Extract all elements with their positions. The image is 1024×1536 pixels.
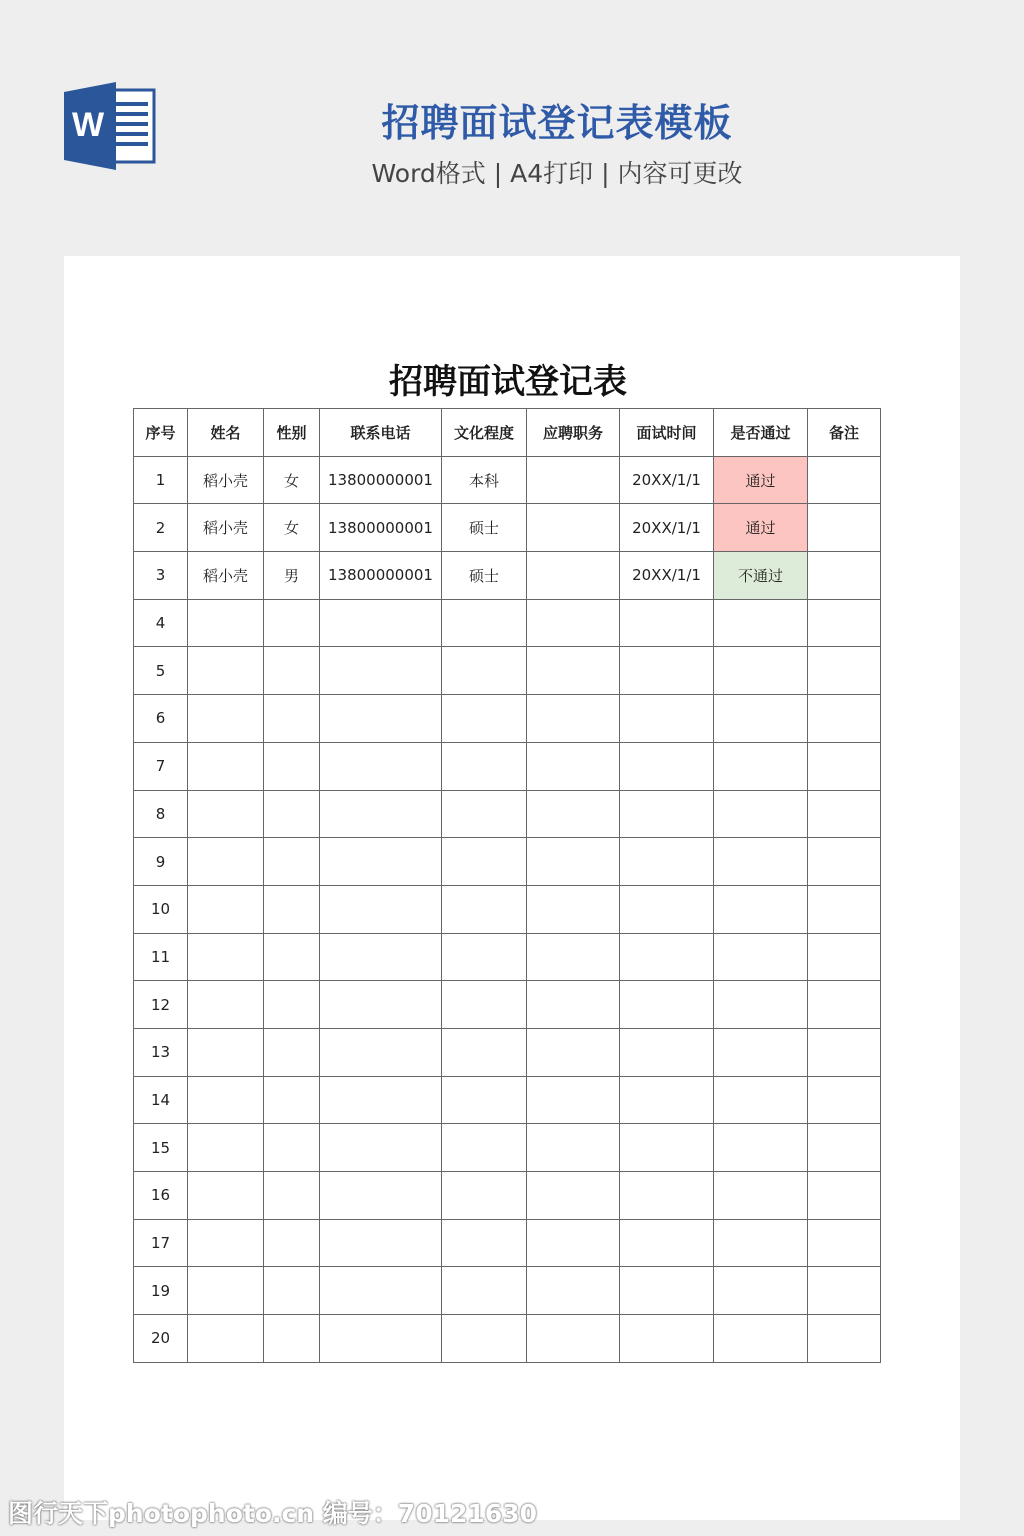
table-cell-col-gender[interactable]: 女: [264, 456, 320, 504]
table-cell-col-position[interactable]: [527, 933, 620, 981]
table-cell-col-gender[interactable]: [264, 695, 320, 743]
table-cell-col-index[interactable]: 1: [134, 456, 188, 504]
table-cell-col-gender[interactable]: [264, 1219, 320, 1267]
table-cell-col-remark[interactable]: [808, 647, 881, 695]
table-cell-col-phone[interactable]: 13800000001: [320, 504, 442, 552]
table-cell-col-result[interactable]: [714, 838, 808, 886]
table-cell-col-remark[interactable]: [808, 885, 881, 933]
table-cell-col-result[interactable]: [714, 742, 808, 790]
table-row: [134, 695, 881, 743]
table-cell-col-interview-time[interactable]: [620, 1267, 714, 1315]
table-row: [134, 456, 881, 504]
table-cell-col-interview-time[interactable]: 20XX/1/1: [620, 456, 714, 504]
table-cell-col-phone[interactable]: [320, 647, 442, 695]
table-cell-col-interview-time[interactable]: [620, 1076, 714, 1124]
table-cell-col-index[interactable]: 10: [134, 885, 188, 933]
table-row: [134, 1219, 881, 1267]
table-cell-col-education[interactable]: [442, 1219, 527, 1267]
table-header-row: [134, 409, 881, 457]
table-cell-col-gender[interactable]: [264, 1267, 320, 1315]
table-cell-col-index[interactable]: 9: [134, 838, 188, 886]
table-row: [134, 599, 881, 647]
table-cell-col-position[interactable]: [527, 695, 620, 743]
table-cell-col-index[interactable]: 5: [134, 647, 188, 695]
table-cell-col-result[interactable]: [714, 790, 808, 838]
table-cell-col-remark[interactable]: [808, 456, 881, 504]
table-cell-col-name[interactable]: [188, 885, 264, 933]
table-cell-col-gender[interactable]: [264, 742, 320, 790]
table-cell-col-interview-time[interactable]: [620, 695, 714, 743]
table-cell-col-remark[interactable]: [808, 552, 881, 600]
table-cell-col-index[interactable]: 4: [134, 599, 188, 647]
table-cell-col-position[interactable]: [527, 790, 620, 838]
table-cell-col-education[interactable]: [442, 981, 527, 1029]
table-cell-col-result[interactable]: 不通过: [714, 552, 808, 600]
table-cell-col-education[interactable]: [442, 885, 527, 933]
table-cell-col-remark[interactable]: [808, 1028, 881, 1076]
table-cell-col-index[interactable]: 20: [134, 1315, 188, 1363]
table-cell-col-result[interactable]: [714, 981, 808, 1029]
table-cell-col-phone[interactable]: [320, 742, 442, 790]
table-cell-col-gender[interactable]: [264, 885, 320, 933]
table-cell-col-index[interactable]: 16: [134, 1172, 188, 1220]
table-cell-col-phone[interactable]: [320, 1028, 442, 1076]
table-cell-col-position[interactable]: [527, 838, 620, 886]
table-row: [134, 1028, 881, 1076]
table-cell-col-name[interactable]: [188, 1076, 264, 1124]
table-row: [134, 742, 881, 790]
table-cell-col-education[interactable]: [442, 1315, 527, 1363]
table-cell-col-interview-time[interactable]: [620, 933, 714, 981]
table-cell-col-phone[interactable]: [320, 1267, 442, 1315]
table-cell-col-remark[interactable]: [808, 1172, 881, 1220]
table-cell-col-name[interactable]: [188, 1219, 264, 1267]
table-cell-col-interview-time[interactable]: [620, 1219, 714, 1267]
column-header-col-education: 文化程度: [442, 409, 527, 457]
table-cell-col-phone[interactable]: 13800000001: [320, 456, 442, 504]
table-cell-col-phone[interactable]: [320, 933, 442, 981]
table-cell-col-result[interactable]: [714, 1219, 808, 1267]
table-cell-col-position[interactable]: [527, 1315, 620, 1363]
table-cell-col-name[interactable]: 稻小壳: [188, 504, 264, 552]
table-cell-col-position[interactable]: [527, 1124, 620, 1172]
table-cell-col-result[interactable]: [714, 695, 808, 743]
table-cell-col-name[interactable]: [188, 981, 264, 1029]
table-cell-col-position[interactable]: [527, 504, 620, 552]
table-cell-col-position[interactable]: [527, 599, 620, 647]
table-cell-col-education[interactable]: [442, 1028, 527, 1076]
table-cell-col-index[interactable]: 12: [134, 981, 188, 1029]
table-cell-col-index[interactable]: 13: [134, 1028, 188, 1076]
table-cell-col-education[interactable]: [442, 647, 527, 695]
table-cell-col-education[interactable]: [442, 695, 527, 743]
table-cell-col-interview-time[interactable]: [620, 885, 714, 933]
table-cell-col-position[interactable]: [527, 981, 620, 1029]
table-cell-col-phone[interactable]: [320, 838, 442, 886]
watermark-text: 图行天下photophoto.cn 编号：70121630: [8, 1499, 537, 1528]
table-cell-col-result[interactable]: [714, 1076, 808, 1124]
table-cell-col-name[interactable]: [188, 742, 264, 790]
table-cell-col-phone[interactable]: [320, 790, 442, 838]
table-cell-col-gender[interactable]: [264, 981, 320, 1029]
table-cell-col-name[interactable]: [188, 1124, 264, 1172]
table-cell-col-education[interactable]: [442, 599, 527, 647]
table-cell-col-interview-time[interactable]: [620, 647, 714, 695]
table-cell-col-interview-time[interactable]: [620, 838, 714, 886]
table-row: [134, 885, 881, 933]
table-cell-col-remark[interactable]: [808, 1267, 881, 1315]
table-cell-col-name[interactable]: [188, 933, 264, 981]
table-cell-col-name[interactable]: [188, 599, 264, 647]
table-cell-col-index[interactable]: 8: [134, 790, 188, 838]
document-title: 招聘面试登记表: [389, 362, 627, 402]
table-cell-col-remark[interactable]: [808, 981, 881, 1029]
table-row: [134, 1076, 881, 1124]
table-cell-col-index[interactable]: 15: [134, 1124, 188, 1172]
table-cell-col-name[interactable]: 稻小壳: [188, 552, 264, 600]
table-cell-col-education[interactable]: [442, 742, 527, 790]
table-cell-col-index[interactable]: 2: [134, 504, 188, 552]
table-cell-col-phone[interactable]: [320, 1172, 442, 1220]
table-cell-col-position[interactable]: [527, 1267, 620, 1315]
table-cell-col-name[interactable]: [188, 1028, 264, 1076]
table-cell-col-gender[interactable]: [264, 1124, 320, 1172]
table-row: [134, 1267, 881, 1315]
table-cell-col-result[interactable]: [714, 647, 808, 695]
table-cell-col-position[interactable]: [527, 456, 620, 504]
table-cell-col-gender[interactable]: [264, 838, 320, 886]
interview-register-table: [133, 408, 881, 1363]
table-row: [134, 838, 881, 886]
table-cell-col-phone[interactable]: [320, 1219, 442, 1267]
table-cell-col-gender[interactable]: [264, 790, 320, 838]
table-cell-col-interview-time[interactable]: [620, 742, 714, 790]
column-header-col-remark: 备注: [808, 409, 881, 457]
page-title: 招聘面试登记表模板: [381, 101, 733, 145]
table-cell-col-index[interactable]: 3: [134, 552, 188, 600]
table-cell-col-education[interactable]: [442, 790, 527, 838]
table-cell-col-education[interactable]: [442, 1267, 527, 1315]
table-row: [134, 504, 881, 552]
table-cell-col-remark[interactable]: [808, 933, 881, 981]
table-cell-col-result[interactable]: [714, 1124, 808, 1172]
table-cell-col-remark[interactable]: [808, 599, 881, 647]
table-cell-col-remark[interactable]: [808, 504, 881, 552]
document-page: [64, 256, 960, 1520]
table-cell-col-index[interactable]: 11: [134, 933, 188, 981]
table-cell-col-result[interactable]: [714, 1267, 808, 1315]
table-cell-col-education[interactable]: [442, 838, 527, 886]
table-cell-col-result[interactable]: [714, 599, 808, 647]
table-cell-col-index[interactable]: 6: [134, 695, 188, 743]
table-cell-col-name[interactable]: [188, 1172, 264, 1220]
table-cell-col-remark[interactable]: [808, 838, 881, 886]
column-header-col-phone: 联系电话: [320, 409, 442, 457]
table-row: [134, 1315, 881, 1363]
table-cell-col-interview-time[interactable]: [620, 599, 714, 647]
table-cell-col-education[interactable]: [442, 933, 527, 981]
table-cell-col-gender[interactable]: [264, 933, 320, 981]
table-cell-col-remark[interactable]: [808, 1315, 881, 1363]
table-cell-col-position[interactable]: [527, 885, 620, 933]
table-row: [134, 981, 881, 1029]
table-cell-col-interview-time[interactable]: 20XX/1/1: [620, 504, 714, 552]
table-row: [134, 1172, 881, 1220]
table-cell-col-remark[interactable]: [808, 1076, 881, 1124]
table-cell-col-index[interactable]: 17: [134, 1219, 188, 1267]
table-cell-col-index[interactable]: 14: [134, 1076, 188, 1124]
table-cell-col-position[interactable]: [527, 647, 620, 695]
table-cell-col-name[interactable]: [188, 790, 264, 838]
table-cell-col-name[interactable]: 稻小壳: [188, 456, 264, 504]
column-header-col-name: 姓名: [188, 409, 264, 457]
table-cell-col-interview-time[interactable]: [620, 790, 714, 838]
table-cell-col-result[interactable]: [714, 1028, 808, 1076]
table-cell-col-gender[interactable]: [264, 1076, 320, 1124]
table-cell-col-gender[interactable]: 男: [264, 552, 320, 600]
table-cell-col-position[interactable]: [527, 1076, 620, 1124]
column-header-col-gender: 性别: [264, 409, 320, 457]
table-cell-col-education[interactable]: 本科: [442, 456, 527, 504]
table-cell-col-position[interactable]: [527, 1219, 620, 1267]
table-cell-col-remark[interactable]: [808, 1124, 881, 1172]
table-row: [134, 647, 881, 695]
table-cell-col-gender[interactable]: [264, 599, 320, 647]
table-cell-col-remark[interactable]: [808, 742, 881, 790]
table-cell-col-phone[interactable]: [320, 599, 442, 647]
table-cell-col-index[interactable]: 19: [134, 1267, 188, 1315]
table-cell-col-name[interactable]: [188, 647, 264, 695]
table-cell-col-gender[interactable]: [264, 1028, 320, 1076]
table-cell-col-position[interactable]: [527, 1028, 620, 1076]
table-cell-col-phone[interactable]: [320, 1315, 442, 1363]
table-row: [134, 790, 881, 838]
table-cell-col-name[interactable]: [188, 1267, 264, 1315]
table-cell-col-result[interactable]: [714, 1315, 808, 1363]
table-cell-col-interview-time[interactable]: 20XX/1/1: [620, 552, 714, 600]
table-cell-col-education[interactable]: [442, 1172, 527, 1220]
table-cell-col-result[interactable]: 通过: [714, 456, 808, 504]
table-cell-col-phone[interactable]: 13800000001: [320, 552, 442, 600]
table-cell-col-name[interactable]: [188, 1315, 264, 1363]
column-header-col-result: 是否通过: [714, 409, 808, 457]
page-subtitle: Word格式 | A4打印 | 内容可更改: [371, 159, 743, 188]
table-cell-col-position[interactable]: [527, 742, 620, 790]
table-cell-col-name[interactable]: [188, 838, 264, 886]
column-header-col-position: 应聘职务: [527, 409, 620, 457]
table-cell-col-position[interactable]: [527, 552, 620, 600]
table-row: [134, 1124, 881, 1172]
table-cell-col-position[interactable]: [527, 1172, 620, 1220]
table-cell-col-index[interactable]: 7: [134, 742, 188, 790]
column-header-col-index: 序号: [134, 409, 188, 457]
table-cell-col-interview-time[interactable]: [620, 1315, 714, 1363]
table-cell-col-gender[interactable]: [264, 1172, 320, 1220]
table-cell-col-education[interactable]: [442, 1124, 527, 1172]
table-cell-col-remark[interactable]: [808, 695, 881, 743]
table-cell-col-remark[interactable]: [808, 790, 881, 838]
table-cell-col-gender[interactable]: [264, 1315, 320, 1363]
table-cell-col-education[interactable]: 硕士: [442, 504, 527, 552]
table-cell-col-interview-time[interactable]: [620, 981, 714, 1029]
table-cell-col-name[interactable]: [188, 695, 264, 743]
table-cell-col-result[interactable]: [714, 933, 808, 981]
table-cell-col-interview-time[interactable]: [620, 1172, 714, 1220]
word-logo-icon: [64, 82, 156, 170]
table-cell-col-phone[interactable]: [320, 695, 442, 743]
column-header-col-interview-time: 面试时间: [620, 409, 714, 457]
table-cell-col-phone[interactable]: [320, 1124, 442, 1172]
table-cell-col-phone[interactable]: [320, 885, 442, 933]
table-cell-col-phone[interactable]: [320, 981, 442, 1029]
table-cell-col-result[interactable]: [714, 885, 808, 933]
table-cell-col-remark[interactable]: [808, 1219, 881, 1267]
table-cell-col-interview-time[interactable]: [620, 1124, 714, 1172]
table-cell-col-phone[interactable]: [320, 1076, 442, 1124]
table-cell-col-interview-time[interactable]: [620, 1028, 714, 1076]
table-cell-col-education[interactable]: 硕士: [442, 552, 527, 600]
table-cell-col-education[interactable]: [442, 1076, 527, 1124]
table-cell-col-result[interactable]: [714, 1172, 808, 1220]
table-row: [134, 552, 881, 600]
table-cell-col-gender[interactable]: 女: [264, 504, 320, 552]
table-cell-col-gender[interactable]: [264, 647, 320, 695]
logo-letter: W: [71, 106, 105, 144]
table-row: [134, 933, 881, 981]
table-cell-col-result[interactable]: 通过: [714, 504, 808, 552]
